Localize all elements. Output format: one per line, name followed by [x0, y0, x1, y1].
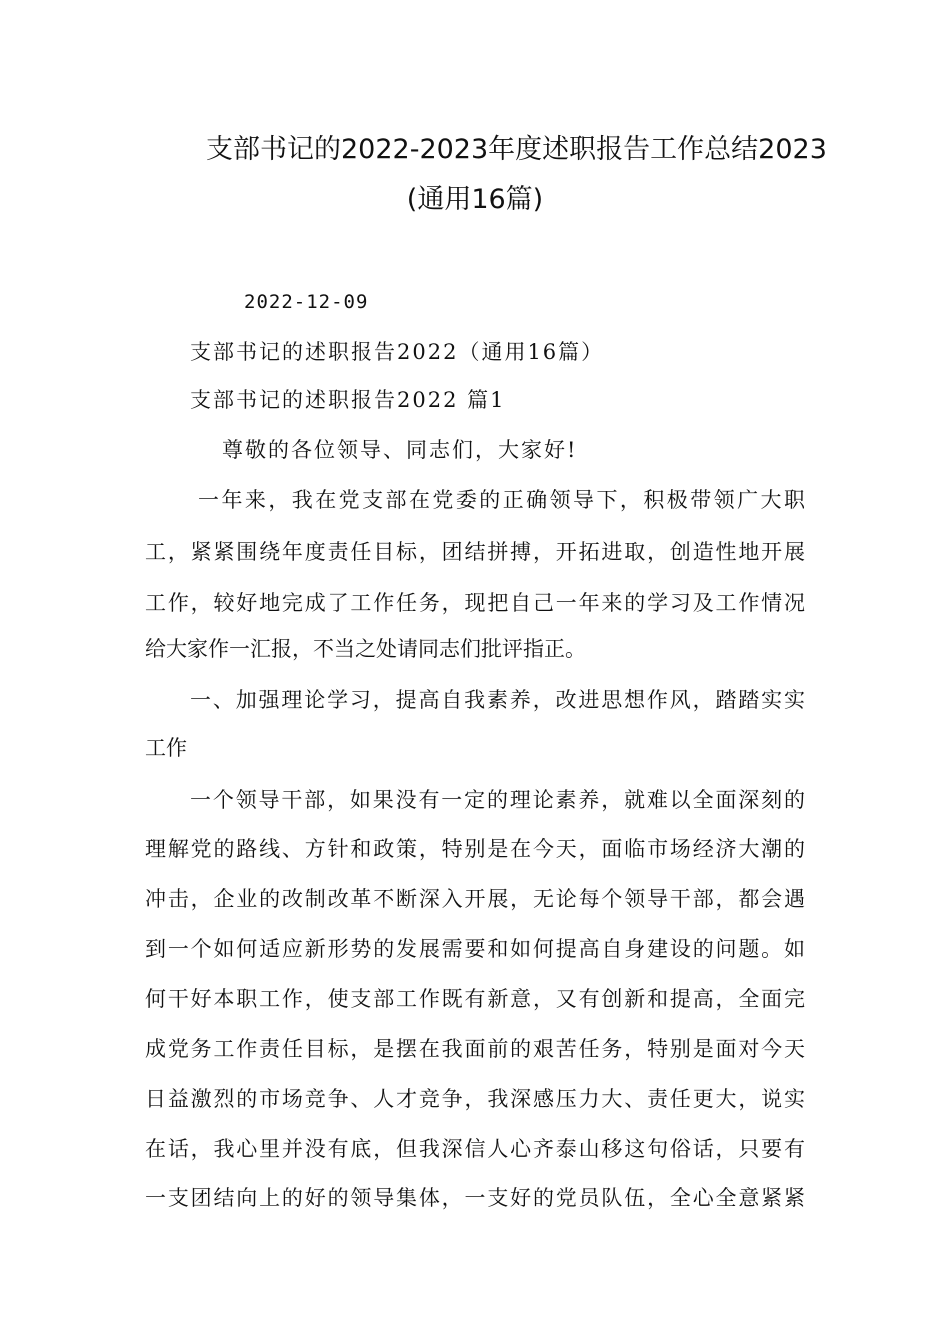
paragraph-line: 在话，我心里并没有底，但我深信人心齐泰山移这句俗话，只要有: [145, 1137, 805, 1161]
paragraph-line: 日益激烈的市场竞争、人才竞争，我深感压力大、责任更大，说实: [145, 1087, 805, 1111]
document-title-line2: (通用16篇): [406, 184, 544, 215]
greeting: 尊敬的各位领导、同志们，大家好!: [222, 438, 578, 462]
document-title-line1: 支部书记的2022-2023年度述职报告工作总结2023: [206, 134, 827, 165]
document-date: 2022-12-09: [244, 291, 369, 313]
paragraph-line: 成党务工作责任目标，是摆在我面前的艰苦任务，特别是面对今天: [145, 1037, 805, 1061]
paragraph-line: 给大家作一汇报，不当之处请同志们批评指正。: [145, 637, 586, 661]
paragraph-line: 一个领导干部，如果没有一定的理论素养，就难以全面深刻的: [190, 788, 805, 812]
document-subtitle: 支部书记的述职报告2022（通用16篇）: [190, 340, 605, 364]
paragraph-line: 理解党的路线、方针和政策，特别是在今天，面临市场经济大潮的: [145, 837, 805, 861]
paragraph-line: 工作，较好地完成了工作任务，现把自己一年来的学习及工作情况: [145, 591, 805, 615]
paragraph-line: 到一个如何适应新形势的发展需要和如何提高自身建设的问题。如: [145, 937, 805, 961]
paragraph-line: 何干好本职工作，使支部工作既有新意，又有创新和提高，全面完: [145, 987, 805, 1011]
paragraph-line: 一、加强理论学习，提高自我素养，改进思想作风，踏踏实实: [190, 688, 805, 712]
paragraph-line: 一年来，我在党支部在党委的正确领导下，积极带领广大职: [198, 488, 805, 512]
paragraph-line: 工作: [145, 736, 187, 760]
paragraph-line: 冲击，企业的改制改革不断深入开展，无论每个领导干部，都会遇: [145, 887, 805, 911]
paragraph-line: 工，紧紧围绕年度责任目标，团结拼搏，开拓进取，创造性地开展: [145, 540, 805, 564]
paragraph-line: 一支团结向上的好的领导集体，一支好的党员队伍，全心全意紧紧: [145, 1186, 805, 1210]
section-heading: 支部书记的述职报告2022 篇1: [190, 388, 506, 412]
